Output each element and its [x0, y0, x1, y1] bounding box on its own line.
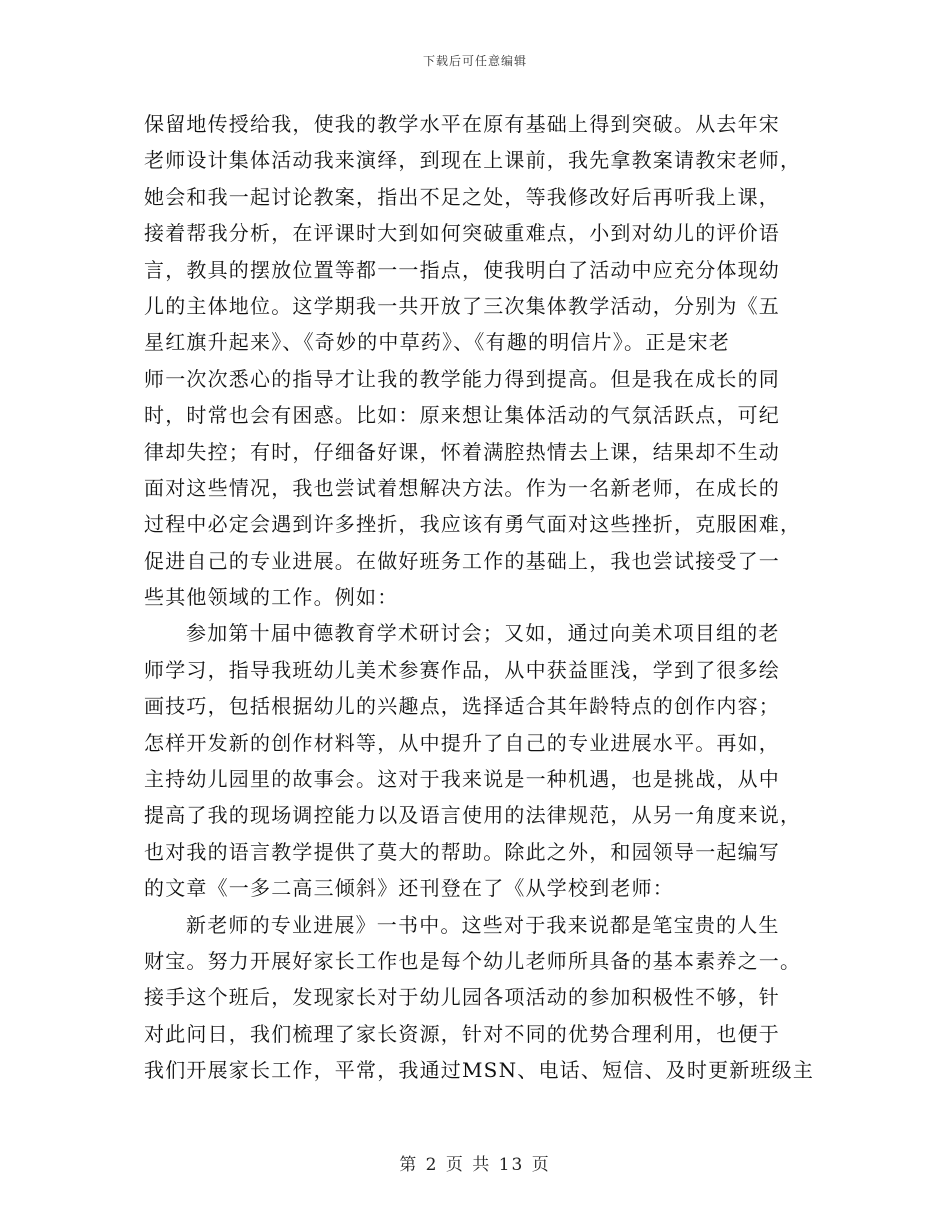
- text-line: 提高了我的现场调控能力以及语言使用的法律规范，从另一角度来说，: [144, 803, 802, 828]
- paragraph-start-line: 参加第十届中德教育学术研讨会；又如，通过向美术项目组的老: [186, 621, 780, 646]
- text-line: 接手这个班后，发现家长对于幼儿园各项活动的参加积极性不够，针: [144, 985, 780, 1010]
- text-line: 促进自己的专业进展。在做好班务工作的基础上，我也尝试接受了一: [144, 548, 780, 573]
- text-line: 接着帮我分析，在评课时大到如何突破重难点，小到对幼儿的评价语: [144, 221, 780, 246]
- text-line: 对此问日，我们梳理了家长资源，针对不同的优势合理利用，也便于: [144, 1021, 780, 1046]
- text-line: 保留地传授给我，使我的教学水平在原有基础上得到突破。从去年宋: [144, 112, 780, 136]
- text-line: 主持幼儿园里的故事会。这对于我来说是一种机遇，也是挑战，从中: [144, 767, 780, 792]
- text-line: 时，时常也会有困惑。比如：原来想让集体活动的气氛活跃点，可纪: [144, 403, 780, 428]
- text-line: 面对这些情况，我也尝试着想解决方法。作为一名新老师，在成长的: [144, 475, 780, 500]
- page-header: 下载后可任意编辑: [422, 54, 527, 68]
- text-line: 过程中必定会遇到许多挫折，我应该有勇气面对这些挫折，克服困难，: [144, 512, 802, 537]
- text-line: 怎样开发新的创作材料等，从中提升了自己的专业进展水平。再如，: [144, 730, 780, 755]
- document-body: [144, 106, 814, 1089]
- text-line: 财宝。努力开展好家长工作也是每个幼儿老师所具备的基本素养之一。: [144, 948, 802, 973]
- text-line: 律却失控；有时，仔细备好课，怀着满腔热情去上课，结果却不生动: [144, 439, 780, 464]
- page-number-footer: 第 2 页 共 13 页: [399, 1155, 551, 1175]
- text-line: 儿的主体地位。这学期我一共开放了三次集体教学活动，分别为《五: [144, 293, 780, 318]
- text-line: 也对我的语言教学提供了莫大的帮助。除此之外，和园领导一起编写: [144, 839, 780, 864]
- text-line: 画技巧，包括根据幼儿的兴趣点，选择适合其年龄特点的创作内容；: [144, 694, 780, 719]
- text-line: 师一次次悉心的指导才让我的教学能力得到提高。但是我在成长的同: [144, 366, 780, 391]
- text-line: 的文章《一多二高三倾斜》还刊登在了《从学校到老师：: [144, 876, 674, 901]
- text-line: 她会和我一起讨论教案，指出不足之处，等我修改好后再听我上课，: [144, 184, 780, 209]
- text-line: 些其他领域的工作。例如：: [144, 585, 399, 610]
- paragraph-start-line: 新老师的专业进展》一书中。这些对于我来说都是笔宝贵的人生: [186, 912, 780, 937]
- text-line: 师学习，指导我班幼儿美术参赛作品，从中获益匪浅，学到了很多绘: [144, 657, 780, 682]
- text-line: 老师设计集体活动我来演绎，到现在上课前，我先拿教案请教宋老师，: [144, 148, 802, 173]
- text-line: 言，教具的摆放位置等都一一指点，使我明白了活动中应充分体现幼: [144, 257, 780, 282]
- text-line: 星红旗升起来》、《奇妙的中草药》、《有趣的明信片》。正是宋老: [144, 330, 730, 355]
- text-line: 我们开展家长工作，平常，我通过MSN、电话、短信、及时更新班级主: [144, 1058, 815, 1083]
